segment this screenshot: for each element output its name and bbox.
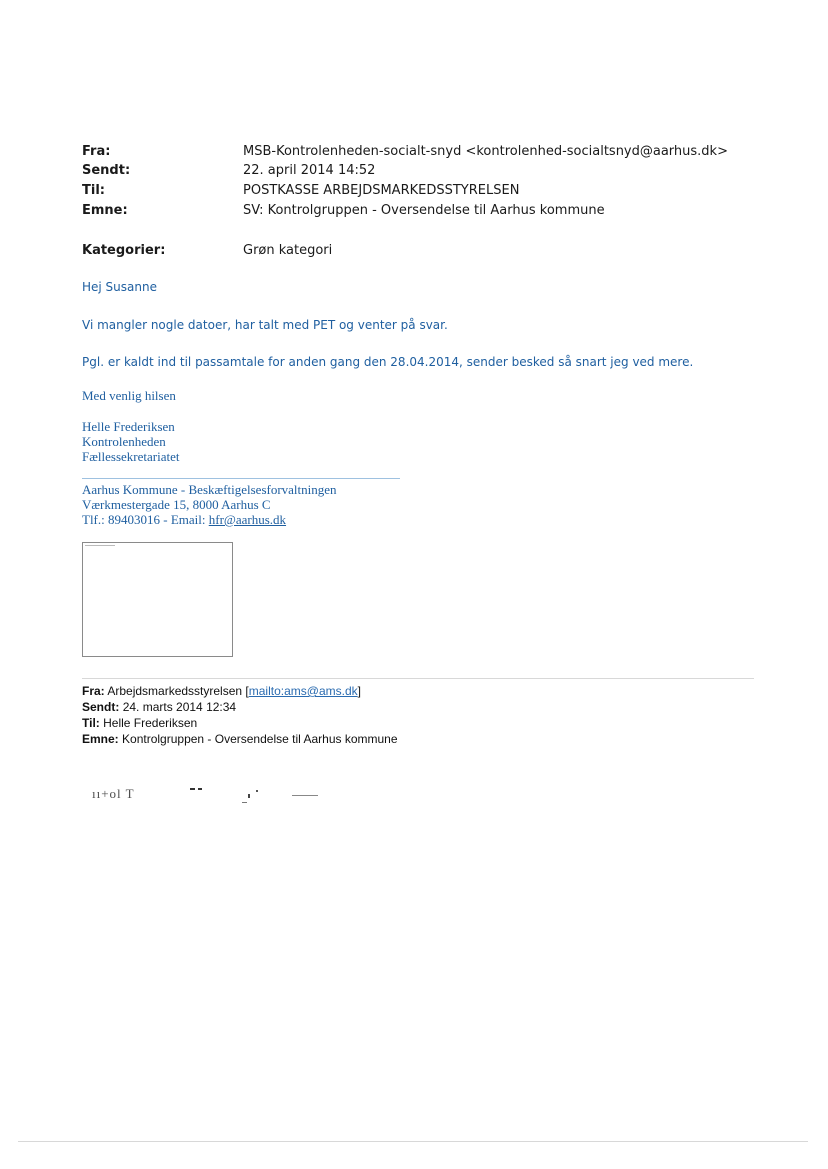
noise-mark	[242, 802, 247, 803]
forwarded-bracket-close: ]	[357, 684, 361, 698]
signature-name: Helle Frederiksen	[82, 419, 175, 434]
from-value: MSB-Kontrolenheden-socialt-snyd <kontrolenhed-socialtsnyd@aarhus.dk>	[243, 144, 728, 159]
to-label: Til:	[82, 183, 105, 198]
categories-value: Grøn kategori	[243, 243, 333, 258]
noise-mark	[190, 788, 195, 790]
signature-email-link[interactable]: hfr@aarhus.dk	[208, 512, 287, 527]
noise-mark	[292, 795, 318, 796]
sent-value: 22. april 2014 14:52	[243, 163, 376, 178]
forwarded-sent-label: Sendt:	[82, 700, 120, 714]
noise-mark	[198, 788, 202, 790]
forwarded-subject-label: Emne:	[82, 732, 119, 746]
signature-department: Fællessekretariatet	[82, 449, 180, 464]
forwarded-from-label: Fra:	[82, 684, 105, 698]
forwarded-sent-line	[82, 700, 236, 714]
forwarded-sent-value: 24. marts 2014 12:34	[122, 700, 237, 714]
signature-contact	[82, 512, 286, 527]
page-bottom-rule	[18, 1141, 808, 1142]
sent-label: Sendt:	[82, 163, 131, 178]
forwarded-to-value: Helle Frederiksen	[103, 716, 198, 730]
signature-phone: Tlf.: 89403016 - Email:	[82, 512, 209, 527]
forward-separator	[82, 678, 754, 679]
forwarded-to-line	[82, 716, 197, 730]
forwarded-from-value: Arbejdsmarkedsstyrelsen	[107, 684, 246, 698]
to-value: POSTKASSE ARBEJDSMARKEDSSTYRELSEN	[243, 183, 520, 198]
forwarded-bracket-open: [	[245, 684, 249, 698]
signature-address: Værkmestergade 15, 8000 Aarhus C	[82, 497, 271, 512]
forwarded-subject-value: Kontrolgruppen - Oversendelse til Aarhus kommune	[122, 732, 398, 746]
body-line-2: Pgl. er kaldt ind til passamtale for anden gang den 28.04.2014, sender besked så snart jeg ved mere.	[82, 355, 694, 369]
forwarded-subject-line	[82, 732, 398, 746]
from-label: Fra:	[82, 144, 111, 159]
categories-label: Kategorier:	[82, 243, 166, 258]
scan-artifact	[85, 545, 115, 546]
forwarded-mailto-link[interactable]: mailto:ams@ams.dk	[248, 684, 358, 698]
noise-mark	[256, 790, 258, 792]
forwarded-to-label: Til:	[82, 716, 100, 730]
greeting: Hej Susanne	[82, 280, 157, 294]
signature-unit: Kontrolenheden	[82, 434, 166, 449]
closing: Med venlig hilsen	[82, 388, 176, 403]
noise-mark	[248, 794, 250, 798]
body-line-1: Vi mangler nogle datoer, har talt med PET og venter på svar.	[82, 318, 448, 332]
signature-org: Aarhus Kommune - Beskæftigelsesforvaltningen	[82, 482, 337, 497]
subject-label: Emne:	[82, 203, 128, 218]
cut-off-text-fragment: ıı+ol T	[92, 786, 135, 801]
scan-noise-marks	[180, 784, 340, 808]
signature-divider	[82, 478, 400, 479]
logo-image-placeholder	[82, 542, 233, 657]
subject-value: SV: Kontrolgruppen - Oversendelse til Aarhus kommune	[243, 203, 605, 218]
forwarded-from-line	[82, 684, 361, 698]
